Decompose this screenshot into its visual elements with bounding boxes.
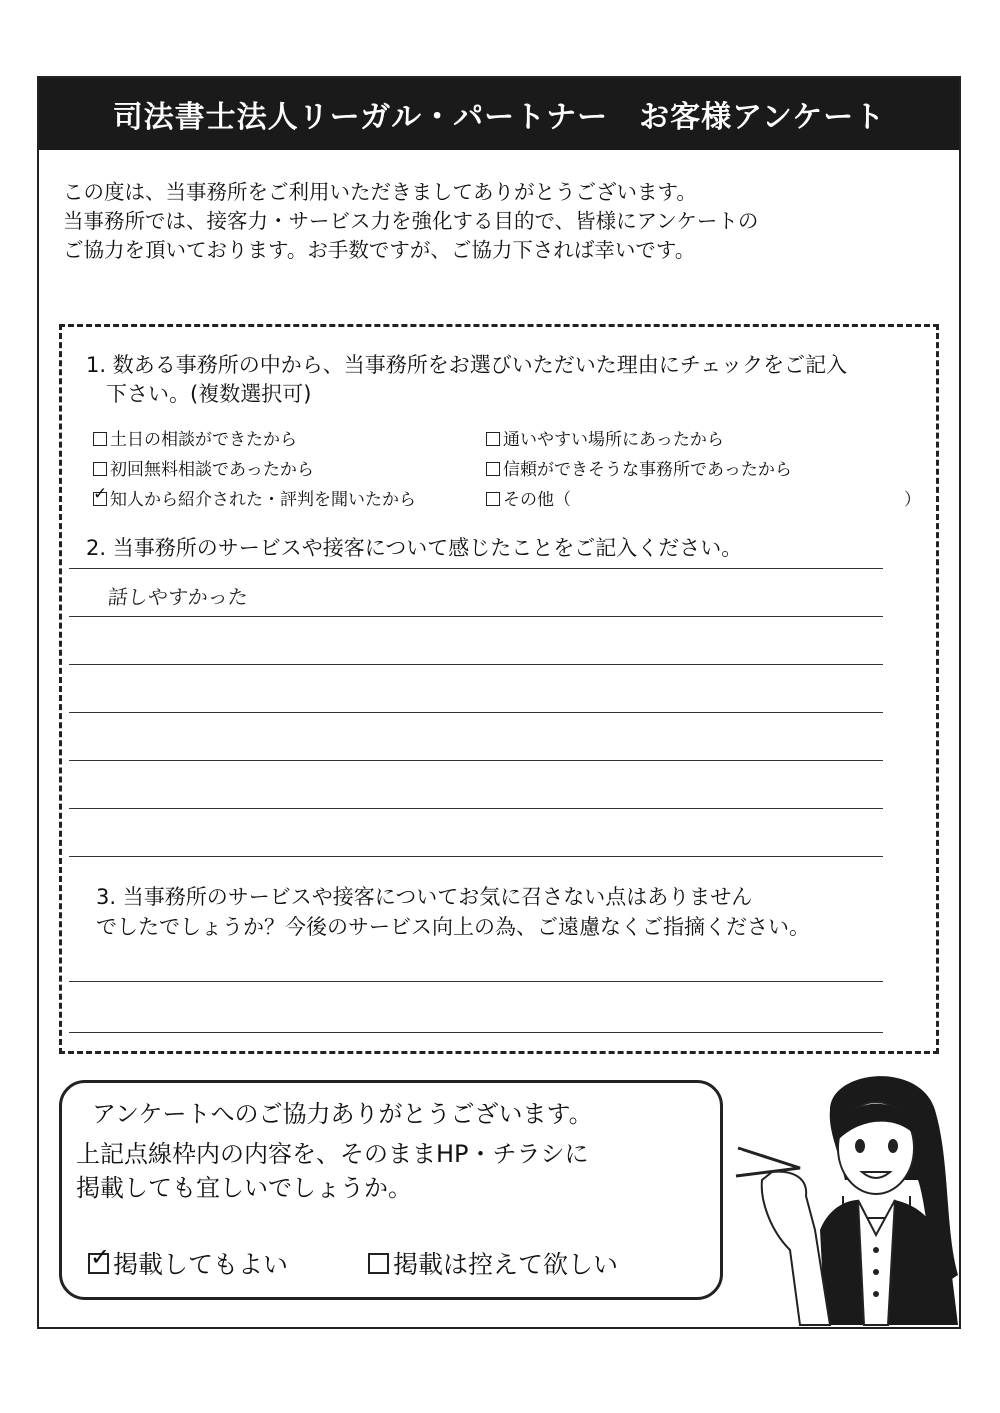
check-mark-icon: ✓ bbox=[90, 1243, 111, 1271]
bubble-question: 上記点線枠内の内容を、そのままHP・チラシに bbox=[76, 1140, 589, 1168]
option-label: 初回無料相談であったから bbox=[110, 460, 314, 480]
page-title: 司法書士法人リーガル・パートナー お客様アンケート bbox=[39, 78, 959, 150]
intro-line: この度は、当事務所をご利用いただきましてありがとうございます。 bbox=[63, 180, 697, 204]
consent-no-label: 掲載は控えて欲しい bbox=[393, 1250, 619, 1279]
bubble-thanks: アンケートへのご協力ありがとうございます。 bbox=[92, 1100, 593, 1128]
q3-label-cont: でしたでしょうか？今後のサービス向上の為、ご遠慮なくご指摘ください。 bbox=[96, 915, 810, 939]
consent-yes-label: 掲載してもよい bbox=[113, 1250, 289, 1279]
bubble-question-cont: 掲載しても宜しいでしょうか。 bbox=[76, 1174, 412, 1202]
q3-label: 3. 当事務所のサービスや接客についてお気に召さない点はありません bbox=[96, 885, 753, 909]
option-label: 土日の相談ができたから bbox=[110, 430, 297, 450]
q1-other-close: ） bbox=[904, 490, 921, 510]
q2-answer[interactable]: 話しやすかった bbox=[106, 585, 250, 609]
option-label: 信頼ができそうな事務所であったから bbox=[503, 460, 792, 480]
q1-label: 1. 数ある事務所の中から、当事務所をお選びいただいた理由にチェックをご記入 bbox=[86, 353, 848, 377]
q2-label: 2. 当事務所のサービスや接客について感じたことをご記入ください。 bbox=[86, 536, 743, 560]
check-mark-icon: ✓ bbox=[93, 484, 108, 504]
option-label: 通いやすい場所にあったから bbox=[503, 430, 724, 450]
option-label: その他（ bbox=[503, 490, 571, 510]
option-label: 知人から紹介された・評判を聞いたから bbox=[110, 490, 416, 510]
q1-label-cont: 下さい。(複数選択可) bbox=[106, 382, 312, 406]
intro-line: ご協力を頂いております。お手数ですが、ご協力下されば幸いです。 bbox=[63, 238, 696, 262]
intro-line: 当事務所では、接客力・サービス力を強化する目的で、皆様にアンケートの bbox=[63, 209, 759, 233]
